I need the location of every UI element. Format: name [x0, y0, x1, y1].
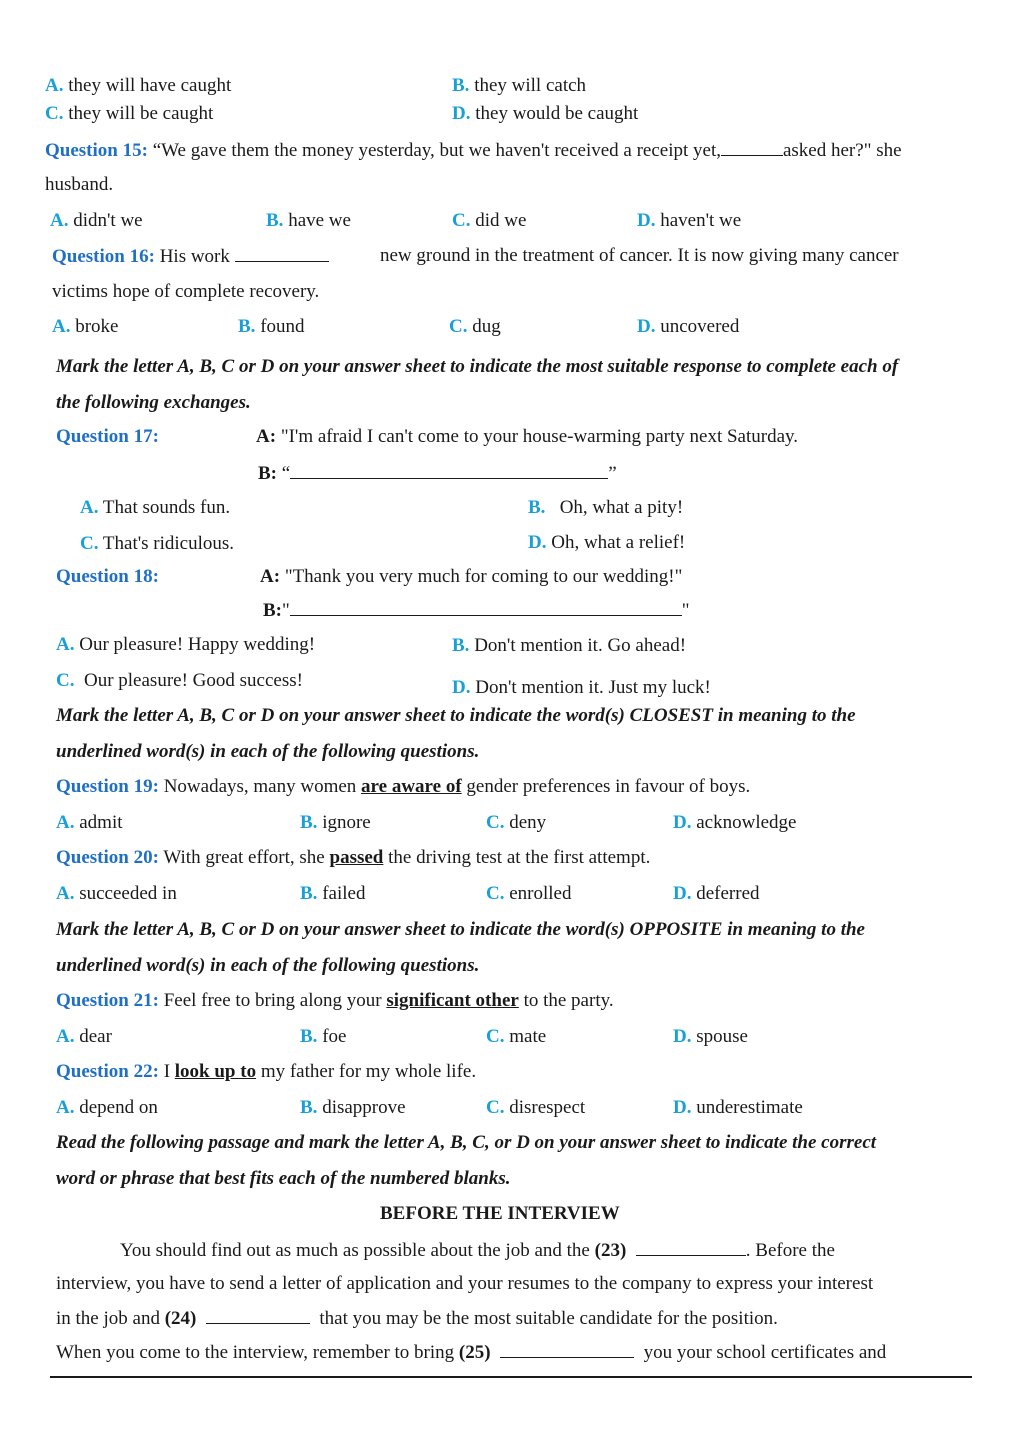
q18-speaker-b: B:" ": [263, 600, 690, 621]
blank-number-25: (25): [458, 1342, 491, 1363]
q21-option-c: C. mate: [486, 1026, 547, 1047]
q22-stem: Question 22: I look up to my father for my whole life.: [56, 1061, 477, 1082]
q18-option-b: B. Don't mention it. Go ahead!: [452, 635, 687, 656]
passage-line-3: in the job and (24) that you may be the most suitable candidate for the position.: [56, 1308, 778, 1329]
q21-underlined: significant other: [386, 990, 519, 1011]
q17-option-d: D. Oh, what a relief!: [528, 532, 686, 553]
passage-line-4: When you come to the interview, remember to bring (25) you your school certificates and: [56, 1342, 887, 1363]
q19-option-d: D. acknowledge: [673, 812, 797, 833]
q16-option-b: B. found: [238, 316, 305, 337]
instruction-closest-line2: underlined word(s) in each of the following questions.: [56, 741, 480, 762]
instruction-passage-line1: Read the following passage and mark the letter A, B, C, or D on your answer sheet to indicate the correct: [56, 1132, 877, 1153]
footer-divider: [50, 1376, 972, 1378]
q22-underlined: look up to: [174, 1061, 257, 1082]
q15-option-c: C. did we: [452, 210, 527, 231]
q20-label: Question 20:: [56, 847, 159, 868]
passage-blank-23: [636, 1238, 746, 1256]
q19-underlined: are aware of: [361, 776, 462, 797]
q22-label: Question 22:: [56, 1061, 159, 1082]
q20-option-d: D. deferred: [673, 883, 760, 904]
instruction-passage-line2: word or phrase that best fits each of the numbered blanks.: [56, 1168, 511, 1189]
q17-option-b: B. Oh, what a pity!: [528, 497, 684, 518]
q22-option-b: B. disapprove: [300, 1097, 406, 1118]
q14-option-d: D. they would be caught: [452, 103, 639, 124]
q15-label: Question 15:: [45, 140, 148, 161]
q15-option-d: D. haven't we: [637, 210, 742, 231]
q15-option-b: B. have we: [266, 210, 351, 231]
q18-blank: [290, 598, 682, 616]
q16-stem-right: new ground in the treatment of cancer. It is now giving many cancer: [380, 245, 899, 266]
q16-blank: [235, 244, 329, 262]
q18-speaker-a: A: "Thank you very much for coming to our wedding!": [260, 566, 683, 587]
q15-blank: [721, 138, 783, 156]
q19-option-c: C. deny: [486, 812, 547, 833]
q15-option-a: A. didn't we: [50, 210, 143, 231]
blank-number-24: (24): [164, 1308, 197, 1329]
q17-speaker-b: B: “ ”: [258, 463, 617, 484]
q22-option-d: D. underestimate: [673, 1097, 803, 1118]
q17-option-c: C. That's ridiculous.: [80, 533, 235, 554]
q18-option-a: A. Our pleasure! Happy wedding!: [56, 634, 316, 655]
q15-stem-cont: husband.: [45, 174, 114, 195]
q20-option-a: A. succeeded in: [56, 883, 177, 904]
instruction-closest-line1: Mark the letter A, B, C or D on your answer sheet to indicate the word(s) CLOSEST in meaning to the: [56, 705, 856, 726]
instruction-exchanges-line1: Mark the letter A, B, C or D on your answer sheet to indicate the most suitable response to complete each of: [56, 356, 899, 377]
q20-option-b: B. failed: [300, 883, 366, 904]
q14-option-a: A. they will have caught: [45, 75, 232, 96]
passage-line-1: You should find out as much as possible about the job and the (23) . Before the: [120, 1240, 835, 1261]
q17-label: Question 17:: [56, 426, 159, 447]
instruction-exchanges-line2: the following exchanges.: [56, 392, 251, 413]
q14-option-b: B. they will catch: [452, 75, 587, 96]
instruction-opposite-line1: Mark the letter A, B, C or D on your answer sheet to indicate the word(s) OPPOSITE in meaning to the: [56, 919, 865, 940]
q16-option-d: D. uncovered: [637, 316, 740, 337]
q20-underlined: passed: [329, 847, 384, 868]
q21-stem: Question 21: Feel free to bring along your significant other to the party.: [56, 990, 614, 1011]
q18-option-c: C. Our pleasure! Good success!: [56, 670, 303, 691]
q21-label: Question 21:: [56, 990, 159, 1011]
q17-option-a: A. That sounds fun.: [80, 497, 231, 518]
instruction-opposite-line2: underlined word(s) in each of the following questions.: [56, 955, 480, 976]
q16-option-a: A. broke: [52, 316, 119, 337]
q16-label: Question 16:: [52, 246, 155, 267]
q15-stem: Question 15: “We gave them the money yesterday, but we haven't received a receipt yet, asked her?" she: [45, 140, 902, 161]
q18-label: Question 18:: [56, 566, 159, 587]
q22-option-c: C. disrespect: [486, 1097, 586, 1118]
q16-stem-cont: victims hope of complete recovery.: [52, 281, 320, 302]
q16-stem: Question 16: His work: [52, 244, 329, 269]
passage-blank-24: [206, 1306, 310, 1324]
passage-line-2: interview, you have to send a letter of application and your resumes to the company to express your interest: [56, 1273, 874, 1294]
passage-blank-25: [500, 1340, 634, 1358]
q17-speaker-a: A: "I'm afraid I can't come to your house-warming party next Saturday.: [256, 426, 799, 447]
q18-option-d: D. Don't mention it. Just my luck!: [452, 677, 711, 698]
q21-option-b: B. foe: [300, 1026, 347, 1047]
passage-title: BEFORE THE INTERVIEW: [380, 1203, 620, 1224]
q22-option-a: A. depend on: [56, 1097, 158, 1118]
q14-option-c: C. they will be caught: [45, 103, 214, 124]
q20-option-c: C. enrolled: [486, 883, 572, 904]
q21-option-d: D. spouse: [673, 1026, 748, 1047]
q16-option-c: C. dug: [449, 316, 501, 337]
q19-option-a: A. admit: [56, 812, 123, 833]
q17-blank: [290, 461, 608, 479]
q19-label: Question 19:: [56, 776, 159, 797]
q19-option-b: B. ignore: [300, 812, 371, 833]
q19-stem: Question 19: Nowadays, many women are aware of gender preferences in favour of boys.: [56, 776, 751, 797]
q20-stem: Question 20: With great effort, she passed the driving test at the first attempt.: [56, 847, 651, 868]
q21-option-a: A. dear: [56, 1026, 112, 1047]
blank-number-23: (23): [594, 1240, 627, 1261]
